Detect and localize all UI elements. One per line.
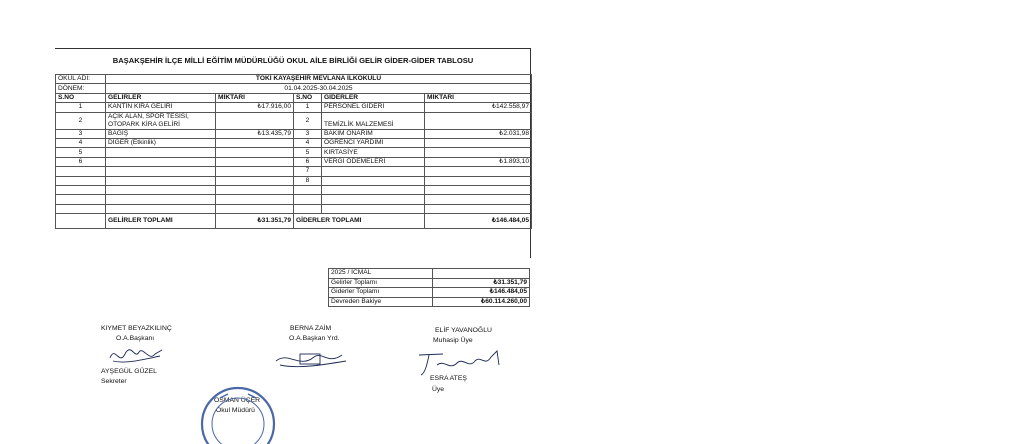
- row-no: 6: [56, 157, 106, 166]
- empty-row: [56, 185, 532, 194]
- income-expense-table: [55, 74, 532, 229]
- table-row: [56, 138, 532, 147]
- row-no: 1: [56, 103, 106, 112]
- income-name: [106, 176, 216, 185]
- summary-label: Giderler Toplamı: [329, 288, 433, 298]
- signatory-6-role: Okul Müdürü: [216, 407, 255, 414]
- col-header-sno2: S.NO: [294, 93, 322, 102]
- expense-amount: [425, 167, 532, 176]
- row-no: 5: [56, 148, 106, 157]
- header-row: [56, 93, 532, 102]
- table-row: [56, 157, 532, 166]
- expense-name: KIRTASİYE: [322, 148, 425, 157]
- row-no2: 3: [294, 129, 322, 138]
- row-no2: 6: [294, 157, 322, 166]
- income-name: KANTİN KİRA GELİRİ: [106, 103, 216, 112]
- expense-total-value: ₺146.484,05: [425, 214, 532, 229]
- summary-value: ₺31.351,79: [433, 278, 530, 288]
- income-amount: [216, 176, 294, 185]
- signature-3: [415, 345, 515, 377]
- income-amount: [216, 138, 294, 147]
- signatory-1-role: O.A.Başkanı: [116, 335, 155, 342]
- row-no: [56, 167, 106, 176]
- signatory-5-role: Üye: [432, 386, 445, 393]
- summary-header: 2025 / İCMAL: [329, 269, 433, 279]
- row-no2: 5: [294, 148, 322, 157]
- school-row: [56, 75, 532, 84]
- totals-row: [56, 214, 532, 229]
- row-no2: 1: [294, 103, 322, 112]
- signature-1: [105, 340, 165, 370]
- expense-name: PERSONEL GİDERİ: [322, 103, 425, 112]
- income-amount: ₺17.916,00: [216, 103, 294, 112]
- signatory-6-name: OSMAN ÜÇER: [214, 397, 261, 404]
- row-no: 3: [56, 129, 106, 138]
- income-total-value: ₺31.351,79: [216, 214, 294, 229]
- summary-label: Gelirler Toplamı: [329, 278, 433, 288]
- table-row: [56, 167, 532, 176]
- empty-row: [56, 195, 532, 204]
- signatory-2-role: O.A.Başkan Yrd.: [289, 335, 340, 342]
- income-amount: [216, 157, 294, 166]
- expense-name: ÖĞRENCİ YARDIMI: [322, 138, 425, 147]
- table-row: [56, 112, 532, 129]
- row-no: 2: [56, 112, 106, 129]
- signatory-3-role: Muhasip Üye: [433, 337, 473, 344]
- income-name: DİĞER (Etkinlik): [106, 138, 216, 147]
- summary-label: Devreden Bakiye: [329, 297, 433, 307]
- expense-name: [322, 167, 425, 176]
- row-no2: 8: [294, 176, 322, 185]
- income-name: [106, 148, 216, 157]
- expense-amount: ₺2.031,98: [425, 129, 532, 138]
- col-header-income: GELİRLER: [106, 93, 216, 102]
- signatory-1-name: KIYMET BEYAZKILINÇ: [101, 325, 172, 332]
- row-no: [56, 176, 106, 185]
- income-name: BAĞIŞ: [106, 129, 216, 138]
- table-row: [56, 129, 532, 138]
- signatory-3-name: ELİF YAVANOĞLU: [435, 327, 492, 334]
- school-name: TOKİ KAYAŞEHİR MEVLANA İLKOKULU: [106, 75, 532, 84]
- income-amount: [216, 148, 294, 157]
- summary-row: [329, 278, 530, 288]
- summary-value: ₺60.114.260,00: [433, 297, 530, 307]
- income-amount: ₺13.435,79: [216, 129, 294, 138]
- signatory-4-role: Sekreter: [101, 378, 127, 385]
- col-header-sno: S.NO: [56, 93, 106, 102]
- expense-total-label: GİDERLER TOPLAMI: [294, 214, 425, 229]
- row-no: 4: [56, 138, 106, 147]
- expense-name: [322, 176, 425, 185]
- table-row: [56, 103, 532, 112]
- expense-amount: ₺142.558,97: [425, 103, 532, 112]
- expense-amount: [425, 148, 532, 157]
- expense-amount: [425, 138, 532, 147]
- col-header-amount2: MİKTARI: [425, 93, 532, 102]
- summary-table: [328, 268, 530, 307]
- income-amount: [216, 167, 294, 176]
- summary-value: ₺146.484,05: [433, 288, 530, 298]
- signatory-2-name: BERNA ZAİM: [290, 325, 332, 332]
- period-label: DÖNEM:: [56, 84, 106, 93]
- document-title: BAŞAKŞEHİR İLÇE MİLLİ EĞİTİM MÜDÜRLÜĞÜ OKUL AİLE BİRLİĞİ GELİR GİDER-GİDER TABLOSU: [112, 56, 474, 65]
- income-name: [106, 157, 216, 166]
- table-row: [56, 176, 532, 185]
- summary-row: [329, 297, 530, 307]
- row-no2: 4: [294, 138, 322, 147]
- summary-row: [329, 288, 530, 298]
- signatory-5-name: ESRA ATEŞ: [430, 375, 467, 382]
- col-header-expense: GİDERLER: [322, 93, 425, 102]
- expense-amount: ₺1.893,10: [425, 157, 532, 166]
- row-no2: 7: [294, 167, 322, 176]
- income-amount: [216, 112, 294, 129]
- empty-row: [56, 204, 532, 213]
- income-name: AÇIK ALAN, SPOR TESİSİ, OTOPARK KİRA GELİRİ: [106, 112, 216, 129]
- table-row: [56, 148, 532, 157]
- school-label: OKUL ADI:: [56, 75, 106, 84]
- income-total-label: GELİRLER TOPLAMI: [106, 214, 216, 229]
- period-value: 01.04.2025-30.04.2025: [106, 84, 532, 93]
- expense-name: BAKIM ONARIM: [322, 129, 425, 138]
- row-no2: 2: [294, 112, 322, 129]
- income-name: [106, 167, 216, 176]
- expense-name: TEMİZLİK MALZEMESİ: [322, 112, 425, 129]
- school-seal-stamp: [198, 384, 278, 444]
- expense-amount: [425, 112, 532, 129]
- signatory-4-name: AYŞEGÜL GÜZEL: [101, 368, 157, 375]
- expense-name: VERGİ ÖDEMELERİ: [322, 157, 425, 166]
- expense-amount: [425, 176, 532, 185]
- col-header-amount: MİKTARI: [216, 93, 294, 102]
- period-row: [56, 84, 532, 93]
- signature-2: [270, 343, 350, 371]
